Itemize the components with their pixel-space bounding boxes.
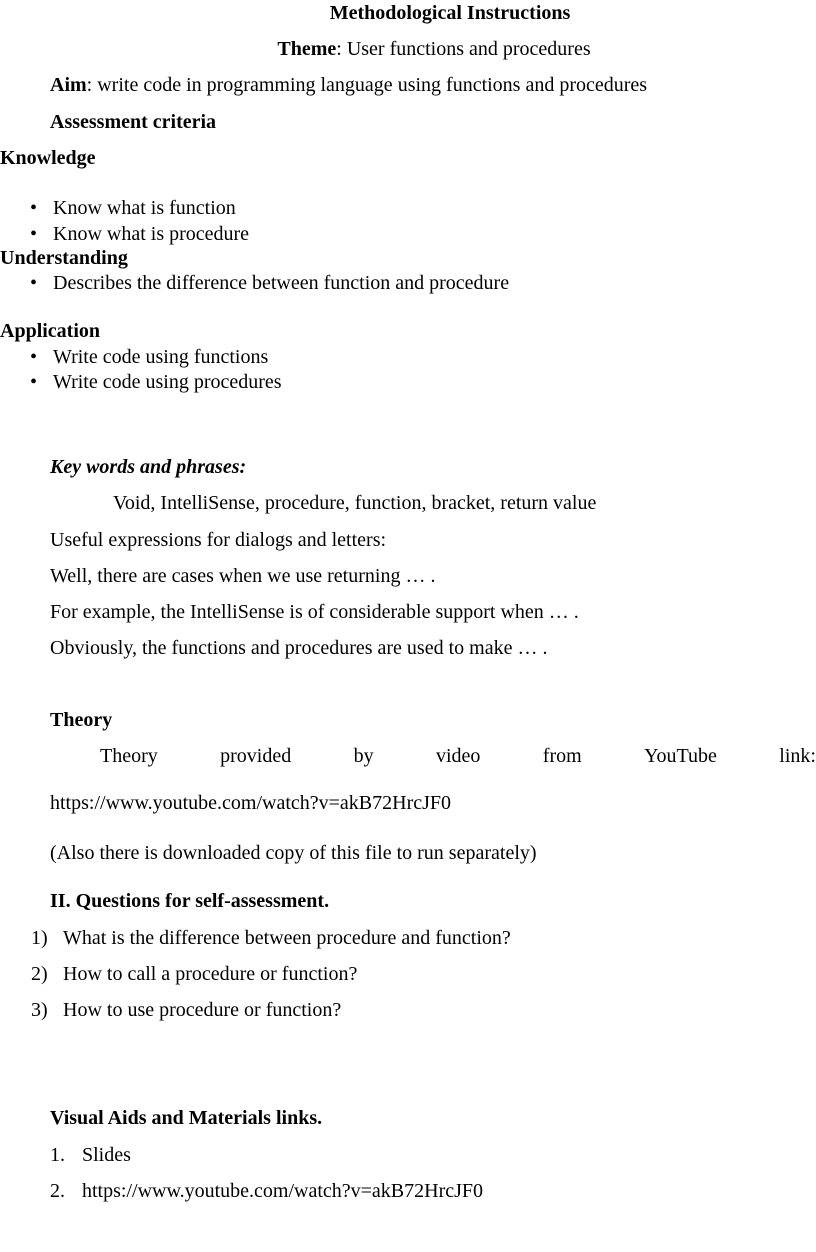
item-text: Know what is function bbox=[53, 197, 236, 219]
list-item bbox=[30, 345, 269, 369]
list-item bbox=[30, 196, 236, 220]
aim-value: : write code in programming language using functions and procedures bbox=[86, 74, 648, 96]
item-text: How to use procedure or function? bbox=[63, 999, 342, 1021]
bullet-icon: • bbox=[30, 197, 38, 219]
question-item bbox=[31, 998, 342, 1022]
expression-item: Well, there are cases when we use returning … . bbox=[50, 565, 436, 587]
item-text: Know what is procedure bbox=[53, 223, 250, 245]
question-item bbox=[31, 962, 358, 986]
expressions-heading: Useful expressions for dialogs and letters: bbox=[50, 529, 387, 551]
material-item bbox=[50, 1143, 131, 1167]
item-text: Describes the difference between function and procedure bbox=[53, 272, 510, 294]
item-number: 1) bbox=[31, 927, 48, 949]
word: YouTube bbox=[644, 745, 717, 767]
item-number: 1. bbox=[50, 1144, 65, 1166]
item-number: 2. bbox=[50, 1180, 65, 1202]
theory-link[interactable]: https://www.youtube.com/watch?v=akB72HrcJF0 bbox=[50, 792, 452, 814]
application-heading: Application bbox=[0, 320, 101, 342]
assessment-heading: Assessment criteria bbox=[50, 111, 217, 133]
material-link[interactable]: https://www.youtube.com/watch?v=akB72HrcJF0 bbox=[82, 1180, 484, 1202]
word: by bbox=[353, 745, 374, 767]
theme-value: : User functions and procedures bbox=[336, 38, 591, 60]
theory-note: (Also there is downloaded copy of this file to run separately) bbox=[50, 842, 537, 864]
material-item bbox=[50, 1179, 484, 1203]
theme-line bbox=[277, 37, 590, 61]
bullet-icon: • bbox=[30, 346, 38, 368]
theme-label: Theme bbox=[277, 38, 337, 60]
item-text: How to call a procedure or function? bbox=[63, 963, 358, 985]
item-text: Write code using functions bbox=[53, 346, 269, 368]
word: video bbox=[435, 745, 481, 767]
aim-label: Aim bbox=[50, 74, 87, 96]
word: from bbox=[542, 745, 582, 767]
bullet-icon: • bbox=[30, 371, 38, 393]
item-number: 2) bbox=[31, 963, 48, 985]
document-title: Methodological Instructions bbox=[329, 2, 571, 24]
word: Theory bbox=[100, 745, 158, 767]
expression-item: Obviously, the functions and procedures are used to make … . bbox=[50, 637, 548, 659]
word: provided bbox=[220, 745, 292, 767]
item-text: What is the difference between procedure and function? bbox=[63, 927, 511, 949]
bullet-icon: • bbox=[30, 223, 38, 245]
item-number: 3) bbox=[31, 999, 48, 1021]
questions-heading: II. Questions for self-assessment. bbox=[50, 890, 330, 912]
item-text: Write code using procedures bbox=[53, 371, 282, 393]
knowledge-heading: Knowledge bbox=[0, 147, 96, 169]
expression-item: For example, the IntelliSense is of considerable support when … . bbox=[50, 601, 579, 623]
aim-line bbox=[50, 73, 647, 97]
item-text[interactable]: Slides bbox=[82, 1144, 131, 1166]
materials-heading: Visual Aids and Materials links. bbox=[50, 1107, 323, 1129]
list-item bbox=[30, 271, 510, 295]
question-item bbox=[31, 926, 511, 950]
theory-heading: Theory bbox=[50, 709, 113, 731]
word: link: bbox=[779, 745, 816, 767]
keywords-list: Void, IntelliSense, procedure, function, bracket, return value bbox=[113, 492, 597, 514]
understanding-heading: Understanding bbox=[0, 247, 128, 269]
bullet-icon: • bbox=[30, 272, 38, 294]
keywords-heading: Key words and phrases: bbox=[50, 456, 247, 478]
list-item bbox=[30, 222, 250, 246]
theory-text bbox=[100, 744, 816, 768]
list-item bbox=[30, 370, 282, 394]
